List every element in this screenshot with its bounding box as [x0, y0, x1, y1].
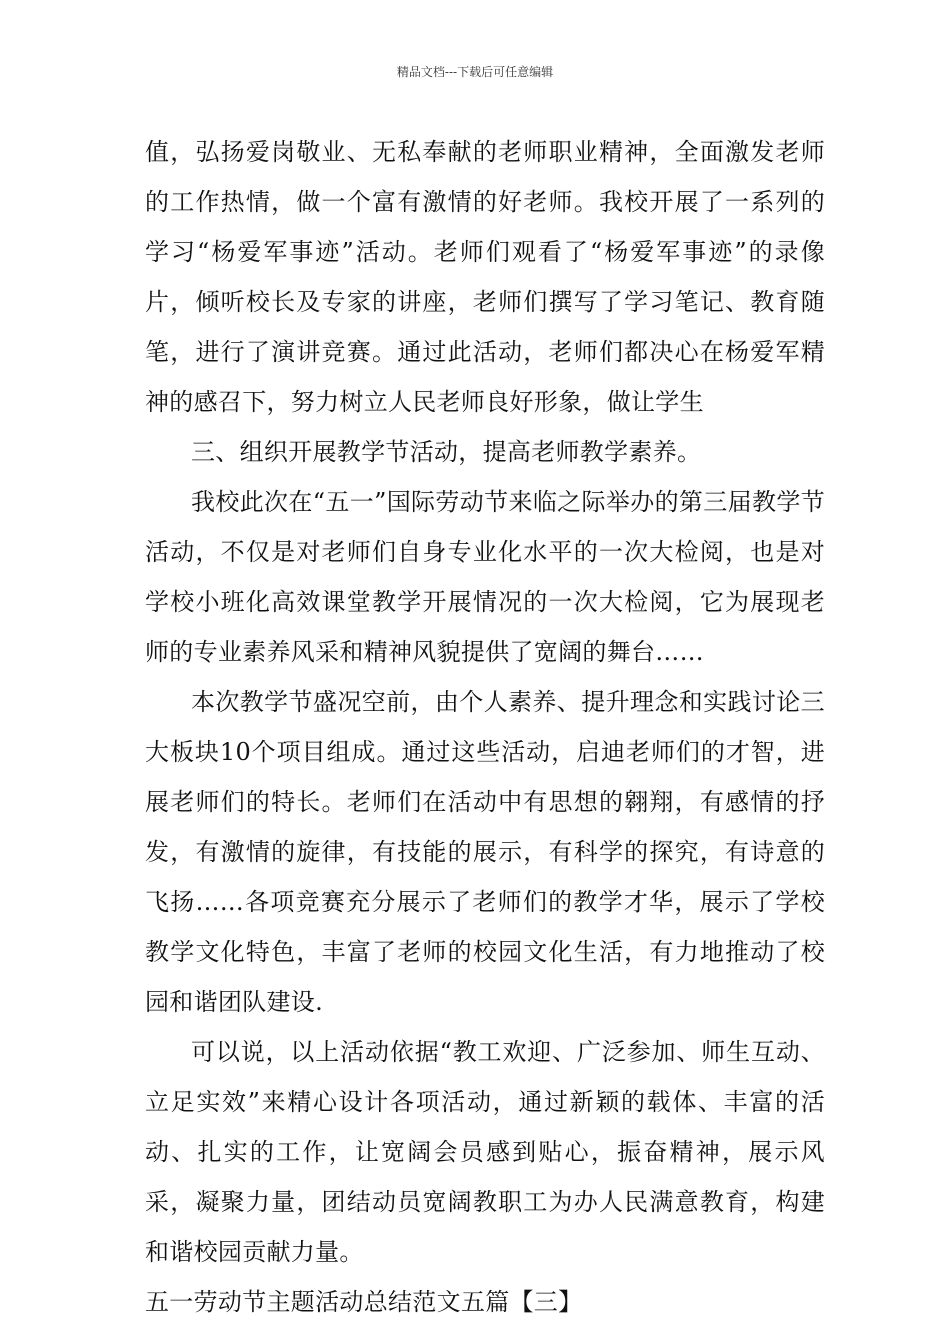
paragraph-continuation: 值，弘扬爱岗敬业、无私奉献的老师职业精神，全面激发老师的工作热情，做一个富有激情的好老师。我校开展了一系列的学习“杨爱军事迹”活动。老师们观看了“杨爱军事迹”的录像片，倾听校长及专家的讲座，老师们撰写了学习笔记、教育随笔，进行了演讲竞赛。通过此活动，老师们都决心在杨爱军精神的感召下，努力树立人民老师良好形象，做让学生 — [145, 138, 825, 416]
document-body — [145, 127, 825, 1327]
paragraph-festival-details: 本次教学节盛况空前，由个人素养、提升理念和实践讨论三大板块10个项目组成。通过这些活动，启迪老师们的才智，进展老师们的特长。老师们在活动中有思想的翱翔，有感情的抒发，有激情的旋律，有技能的展示，有科学的探究，有诗意的飞扬……各项竞赛充分展示了老师们的教学才华，展示了学校教学文化特色，丰富了老师的校园文化生活，有力地推动了校园和谐团队建设. — [145, 688, 825, 1016]
section-heading-three: 三、组织开展教学节活动，提高老师教学素养。 — [191, 438, 702, 466]
page-header: 精品文档---下载后可任意编辑 — [396, 65, 554, 79]
paragraph-conclusion: 可以说，以上活动依据“教工欢迎、广泛参加、师生互动、立足实效”来精心设计各项活动，通过新颖的载体、丰富的活动、扎实的工作，让宽阔会员感到贴心，振奋精神，展示风采，凝聚力量，团结动员宽阔教职工为办人民满意教育，构建和谐校园贡献力量。 — [145, 1038, 825, 1266]
paragraph-teaching-festival: 我校此次在“五一”国际劳动节来临之际举办的第三届教学节活动，不仅是对老师们自身专业化水平的一次大检阅，也是对学校小班化高效课堂教学开展情况的一次大检阅，它为展现老师的专业素养风采和精神风貌提供了宽阔的舞台…… — [145, 488, 825, 666]
section-title: 五一劳动节主题活动总结范文五篇【三】 — [145, 1288, 583, 1316]
